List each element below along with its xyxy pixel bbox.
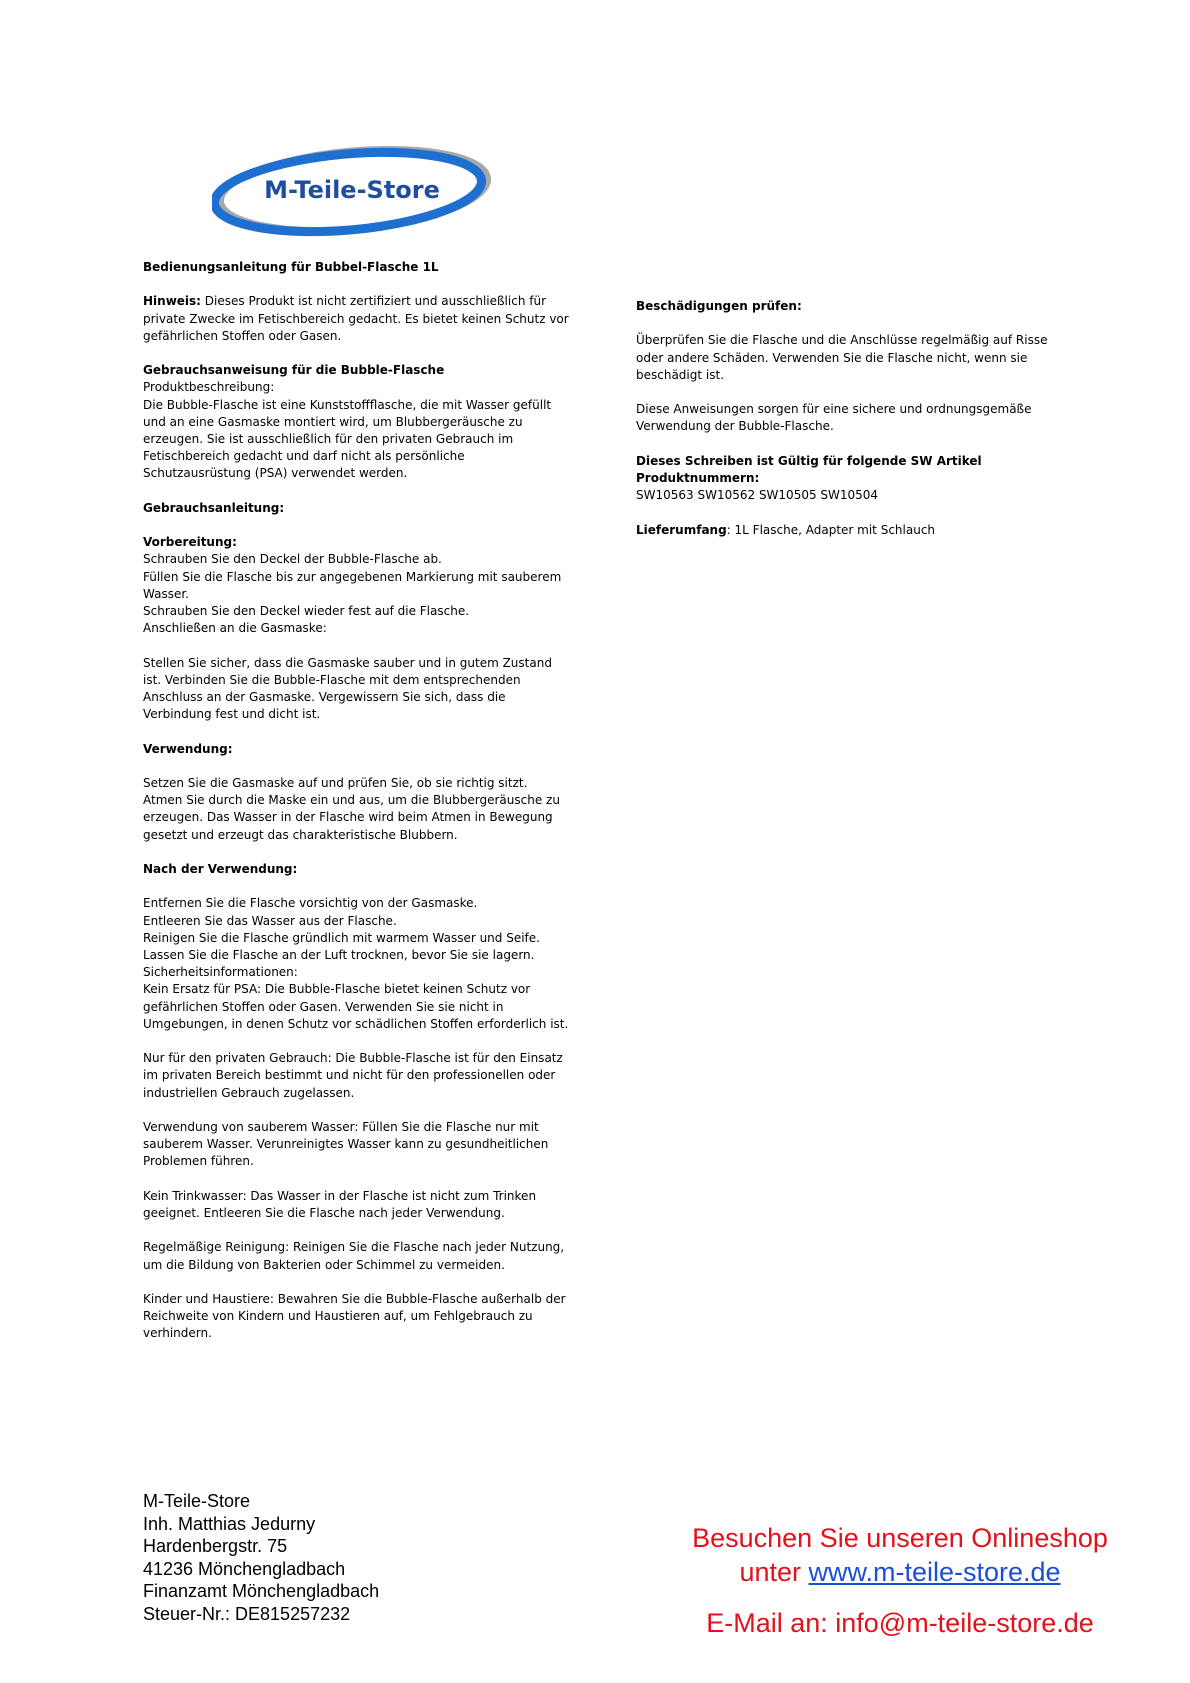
produktbeschreibung-text: Die Bubble-Flasche ist eine Kunststoffflasche, die mit Wasser gefüllt und an eine Gasmaske montiert wird, um Blubbergeräusche zu erzeugen. Sie ist ausschließlich für den privaten Gebrauch im Fetischbereich gedacht und darf nicht als persönliche Schutzausrüstung (PSA) verwendet werden. <box>143 397 552 481</box>
anschliessen-text: Stellen Sie sicher, dass die Gasmaske sauber und in gutem Zustand ist. Verbinden Sie die Bubble-Flasche mit dem entsprechenden Anschluss an der Gasmaske. Vergewissern Sie sich, dass die Verbindung fest und dicht ist. <box>143 655 552 722</box>
lieferumfang-label: Lieferumfang <box>636 522 727 537</box>
email-line: E-Mail an: info@m-teile-store.de <box>706 1608 1094 1638</box>
promo-url-line <box>660 1555 1140 1589</box>
hinweis-label: Hinweis: <box>143 294 201 309</box>
address-line: M-Teile-Store <box>143 1491 251 1511</box>
address-line: Finanzamt Mönchengladbach <box>143 1581 380 1601</box>
vorbereitung-line: Füllen Sie die Flasche bis zur angegebenen Markierung mit sauberem Wasser. <box>143 569 562 601</box>
footer-address <box>143 1490 379 1625</box>
privat-paragraph: Nur für den privaten Gebrauch: Die Bubble-Flasche ist für den Einsatz im privaten Bereich bestimmt und nicht für den professionellen oder industriellen Gebrauch zugelassen. <box>143 1051 563 1100</box>
produktnummern: SW10563 SW10562 SW10505 SW10504 <box>636 488 879 503</box>
schaeden-heading: Beschädigungen prüfen: <box>636 299 802 313</box>
kinder-paragraph: Kinder und Haustiere: Bewahren Sie die Bubble-Flasche außerhalb der Reichweite von Kindern und Haustieren auf, um Fehlgebrauch zu verhindern. <box>143 1291 566 1341</box>
address-line: Steuer-Nr.: DE815257232 <box>143 1603 351 1624</box>
promo-line: Besuchen Sie unseren Onlineshop <box>692 1523 1108 1553</box>
company-logo <box>212 140 492 240</box>
vorbereitung-heading: Vorbereitung: <box>143 535 237 550</box>
nach-line: Sicherheitsinformationen: <box>143 965 298 980</box>
nach-line: Entleeren Sie das Wasser aus der Flasche. <box>143 913 397 928</box>
hinweis-paragraph <box>143 293 573 345</box>
right-column <box>636 298 1066 556</box>
vorbereitung-line: Anschließen an die Gasmaske: <box>143 621 327 636</box>
verwendung-line: Setzen Sie die Gasmaske auf und prüfen Sie, ob sie richtig sitzt. <box>143 775 528 790</box>
trinkwasser-paragraph: Kein Trinkwasser: Das Wasser in der Flasche ist nicht zum Trinken geeignet. Entleeren Sie die Flasche nach jeder Verwendung. <box>143 1188 537 1220</box>
anweisungen-text: Diese Anweisungen sorgen für eine sichere und ordnungsgemäße Verwendung der Bubble-Flasche. <box>636 402 1032 434</box>
verwendung-heading: Verwendung: <box>143 741 233 756</box>
nach-line: Kein Ersatz für PSA: Die Bubble-Flasche bietet keinen Schutz vor gefährlichen Stoffen oder Gasen. Verwenden Sie sie nicht in Umgebungen, in denen Schutz vor schädlichen Stoffen erforderlich ist. <box>143 982 569 1031</box>
hinweis-text: Dieses Produkt ist nicht zertifiziert und ausschließlich für private Zwecke im Fetischbereich gedacht. Es bietet keinen Schutz vor gefährlichen Stoffen oder Gasen. <box>143 294 569 343</box>
nach-verwendung-heading: Nach der Verwendung: <box>143 861 298 876</box>
address-line: Inh. Matthias Jedurny <box>143 1513 316 1534</box>
vorbereitung-line: Schrauben Sie den Deckel der Bubble-Flasche ab. <box>143 552 442 567</box>
address-line: 41236 Mönchengladbach <box>143 1558 346 1579</box>
address-line: Hardenbergstr. 75 <box>143 1536 288 1556</box>
shop-link[interactable]: www.m-teile-store.de <box>808 1557 1061 1587</box>
verwendung-line: Atmen Sie durch die Maske ein und aus, um die Blubbergeräusche zu erzeugen. Das Wasser in der Flasche wird beim Atmen in Bewegung gesetzt und erzeugt das charakteristische Blubbern. <box>143 793 560 842</box>
vorbereitung-line: Schrauben Sie den Deckel wieder fest auf die Flasche. <box>143 604 470 618</box>
nach-line: Entfernen Sie die Flasche vorsichtig von der Gasmaske. <box>143 896 478 911</box>
logo-text: M-Teile-Store <box>264 176 440 204</box>
schaeden-text: Überprüfen Sie die Flasche und die Anschlüsse regelmäßig auf Risse oder andere Schäden. Verwenden Sie die Flasche nicht, wenn sie beschädigt ist. <box>636 333 1048 382</box>
wasser-paragraph: Verwendung von sauberem Wasser: Füllen Sie die Flasche nur mit sauberem Wasser. Verunreinigtes Wasser kann zu gesundheitlichen Problemen führen. <box>143 1119 549 1169</box>
produktbeschreibung-label: Produktbeschreibung: <box>143 380 275 395</box>
logo-graphic <box>212 140 492 240</box>
nach-line: Reinigen Sie die Flasche gründlich mit warmem Wasser und Seife. <box>143 930 540 945</box>
gueltig-heading: Dieses Schreiben ist Gültig für folgende SW Artikel Produktnummern: <box>636 453 982 485</box>
promo-unter: unter <box>739 1557 809 1587</box>
nach-line: Lassen Sie die Flasche an der Luft trocknen, bevor Sie sie lagern. <box>143 947 535 962</box>
left-column <box>143 259 573 1360</box>
reinigung-paragraph: Regelmäßige Reinigung: Reinigen Sie die Flasche nach jeder Nutzung, um die Bildung von Bakterien oder Schimmel zu vermeiden. <box>143 1240 565 1272</box>
gebrauchsanweisung-heading: Gebrauchsanweisung für die Bubble-Flasche <box>143 363 445 378</box>
lieferumfang-text: : 1L Flasche, Adapter mit Schlauch <box>726 522 936 537</box>
lieferumfang-paragraph <box>636 522 1066 539</box>
gebrauchsanleitung-heading: Gebrauchsanleitung: <box>143 500 285 515</box>
document-title: Bedienungsanleitung für Bubbel-Flasche 1L <box>143 260 439 274</box>
